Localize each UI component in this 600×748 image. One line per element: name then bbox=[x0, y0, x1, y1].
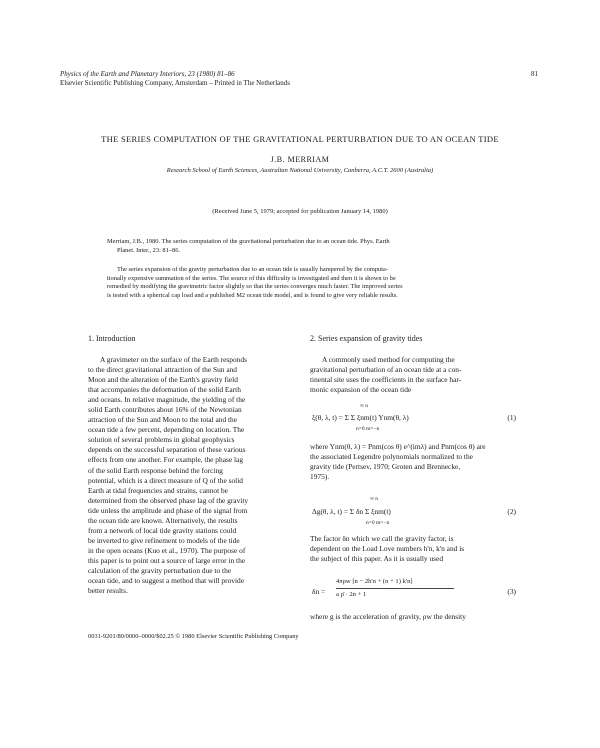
journal-line: Physics of the Earth and Planetary Interiors, 23 (1980) 81–86 bbox=[60, 70, 235, 78]
text-line: A commonly used method for computing the bbox=[322, 355, 455, 364]
text-line: attraction of the Sun and Moon to the total and the bbox=[88, 415, 238, 425]
eq2-lower-limits: n=0 m=−n bbox=[366, 520, 390, 526]
citation-line: Planet. Inter., 23: 81–86. bbox=[117, 246, 181, 254]
eq1-lower-limits: n=0 m=−n bbox=[356, 426, 380, 432]
text-line: the ocean tide are known. Alternatively, the results bbox=[88, 515, 238, 525]
text-line: that accompanies the deformation of the solid Earth bbox=[88, 385, 241, 395]
abstract-line: The series expansion of the gravity perturbation due to an ocean tide is usually hampered by the computa- bbox=[117, 266, 388, 273]
text-line: tinental site uses the coefficients in the surface har- bbox=[310, 375, 462, 385]
section2-para2 bbox=[310, 442, 516, 482]
abstract-line: remedied by modifying the gravimetric factor slightly so that the series converges much faster. The improved series bbox=[107, 283, 403, 291]
text-line: gravitational perturbation of an ocean tide at a con- bbox=[310, 365, 462, 375]
eq2-number: (2) bbox=[507, 507, 516, 516]
abstract-line: is tested with a spherical cap load and a published M2 ocean tide model, and is found to give very reliable results. bbox=[107, 291, 398, 299]
received-dates: (Received June 5, 1979; accepted for publication January 14, 1980) bbox=[212, 208, 388, 215]
eq3-number: (3) bbox=[507, 587, 516, 596]
citation bbox=[107, 238, 507, 255]
eq3-denominator: a ρ̄ · 2n + 1 bbox=[336, 591, 367, 598]
eq3-lhs: δn = bbox=[312, 587, 326, 596]
citation-line: Merriam, J.B., 1980. The series computation of the gravitational perturbation due to an ocean tide. Phys. Earth bbox=[107, 238, 390, 245]
fraction-bar bbox=[336, 588, 454, 589]
author: J.B. MERRIAM bbox=[270, 155, 330, 164]
eq1-body: ξ(θ, λ, t) = Σ Σ ξnm(t) Ynm(θ, λ) bbox=[312, 413, 409, 422]
section-heading-introduction: 1. Introduction bbox=[88, 334, 136, 343]
equation-2 bbox=[312, 496, 516, 530]
text-line: tide unless the amplitude and phase of the signal from bbox=[88, 505, 248, 515]
text-line: monic expansion of the ocean tide bbox=[310, 385, 412, 395]
text-line: determined from the observed phase lag of the gravity bbox=[88, 495, 249, 505]
eq2-body: Δg(θ, λ, t) = Σ δn Σ ξnm(t) bbox=[312, 507, 391, 516]
section-heading-series-expansion: 2. Series expansion of gravity tides bbox=[310, 334, 423, 343]
text-line: where g is the acceleration of gravity, ρw the density bbox=[310, 612, 466, 621]
page-number: 81 bbox=[531, 70, 538, 78]
section2-para3 bbox=[310, 534, 516, 564]
text-line: solid Earth contributes about 16% of the Newtonian bbox=[88, 405, 242, 415]
text-line: and oceans. In relative magnitude, the yielding of the bbox=[88, 395, 246, 405]
equation-3 bbox=[312, 578, 516, 608]
text-line: potential, which is a direct measure of Q of the solid bbox=[88, 475, 243, 485]
introduction-text bbox=[88, 355, 294, 596]
text-line: Moon and the alteration of the Earth's gravity field bbox=[88, 375, 238, 385]
text-line: ocean tide a few percent, depending on location. The bbox=[88, 425, 245, 435]
text-line: the subject of this paper. As it is usually used bbox=[310, 554, 444, 564]
text-line: effects from one another. For example, the phase lag bbox=[88, 455, 244, 465]
abstract bbox=[107, 266, 507, 300]
publisher-line: Elsevier Scientific Publishing Company, Amsterdam – Printed in The Netherlands bbox=[60, 79, 290, 87]
text-line: ocean tide, and to suggest a method that will provide bbox=[88, 576, 244, 586]
affiliation: Research School of Earth Sciences, Australian National University, Canberra, A.C.T. 2600 (Australia) bbox=[166, 167, 434, 174]
text-line: the associated Legendre polynomials normalized to the bbox=[310, 452, 473, 462]
text-line: calculation of the gravity perturbation due to the bbox=[88, 565, 232, 575]
text-line: of the solid Earth response behind the forcing bbox=[88, 465, 223, 475]
text-line: this paper is to point out a source of large error in the bbox=[88, 555, 246, 565]
eq1-number: (1) bbox=[507, 413, 516, 422]
text-line: 1975). bbox=[310, 472, 330, 482]
text-line: from a network of local tide gravity stations could bbox=[88, 525, 237, 535]
text-line: A gravimeter on the surface of the Earth responds bbox=[100, 355, 247, 364]
text-line: to the direct gravitational attraction of the Sun and bbox=[88, 365, 237, 375]
section2-para4 bbox=[310, 612, 516, 622]
text-line: be inverted to give refinement to models of the tide bbox=[88, 535, 240, 545]
eq3-numerator: 4πρw [n − 2h'n + (n + 1) k'n] bbox=[336, 578, 413, 585]
text-line: depends on the successful separation of these various bbox=[88, 445, 246, 455]
eq2-upper-limits: ∞ n bbox=[370, 496, 379, 502]
text-line: in the open oceans (Kuo et al., 1970). The purpose of bbox=[88, 545, 246, 555]
section2-para1 bbox=[310, 355, 516, 395]
abstract-line: tionally expensive summation of the series. The source of this difficulty is investigated and then it is shown to be bbox=[107, 274, 396, 282]
eq1-upper-limits: ∞ n bbox=[360, 403, 369, 409]
text-line: Earth at tidal frequencies and strains, cannot be bbox=[88, 485, 228, 495]
equation-1 bbox=[312, 403, 516, 437]
text-line: better results. bbox=[88, 586, 128, 596]
copyright-footer: 0031-9201/80/0000–0000/$02.25 © 1980 Elsevier Scientific Publishing Company bbox=[88, 633, 299, 640]
paper-title: THE SERIES COMPUTATION OF THE GRAVITATIONAL PERTURBATION DUE TO AN OCEAN TIDE bbox=[101, 134, 499, 144]
text-line: gravity tide (Pertsev, 1970; Groten and Brennecke, bbox=[310, 462, 461, 472]
text-line: The factor δn which we call the gravity factor, is bbox=[310, 534, 454, 543]
text-line: dependent on the Load Love numbers h'n, k'n and is bbox=[310, 544, 465, 554]
text-line: solution of several problems in global geophysics bbox=[88, 435, 235, 445]
text-line: where Ynm(θ, λ) = Pnm(cos θ) e^(imλ) and Pnm(cos θ) are bbox=[310, 442, 486, 451]
